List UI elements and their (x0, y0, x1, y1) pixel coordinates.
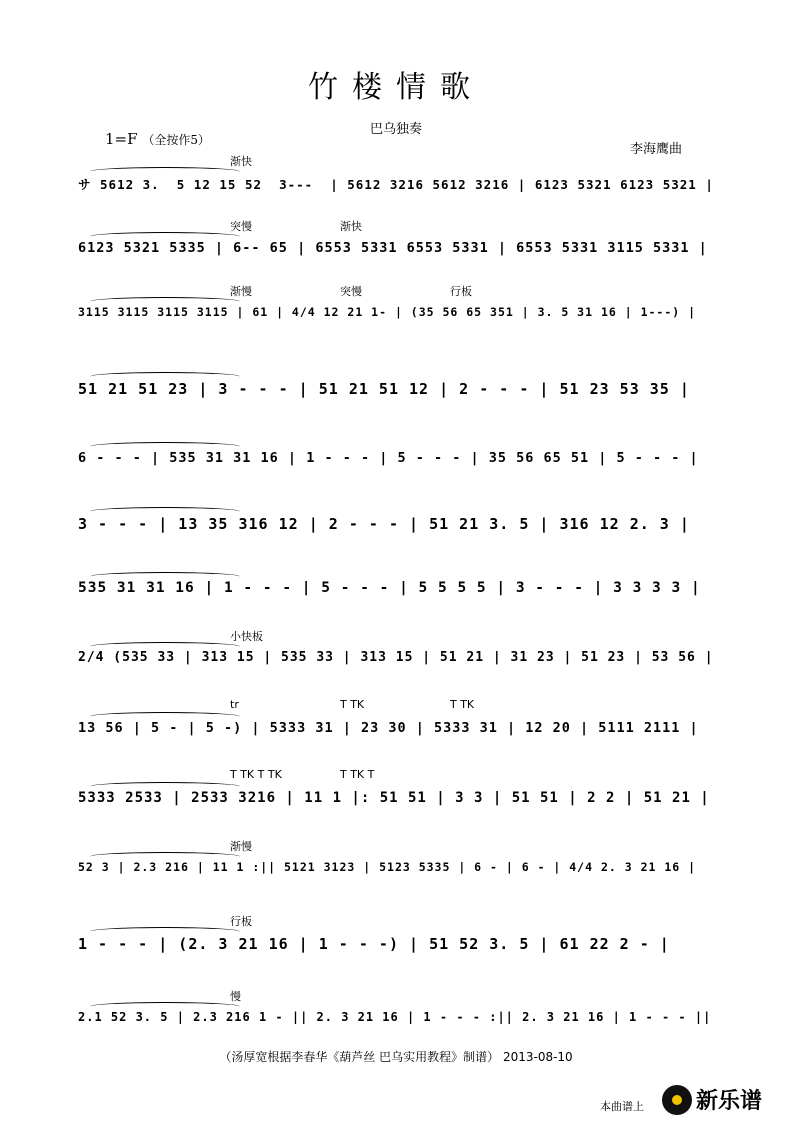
score-line: 2/4 (535 33 | 313 15 | 535 33 | 313 15 | 51 21 | 31 23 | 51 23 | 53 56 | (78, 650, 714, 665)
slur-mark (90, 642, 240, 651)
tempo-annotation: 突慢 (340, 285, 362, 298)
slur-mark (90, 712, 240, 721)
score-line: 6 - - - | 535 31 31 16 | 1 - - - | 5 - - - | 35 56 65 51 | 5 - - - | (78, 450, 699, 466)
slur-mark (90, 782, 240, 791)
score-line: 13 56 | 5 - | 5 -) | 5333 31 | 23 30 | 5333 31 | 12 20 | 5111 2111 | (78, 720, 699, 736)
tempo-annotation: 渐慢 (230, 840, 252, 853)
slur-mark (90, 507, 240, 516)
slur-mark (90, 852, 240, 861)
score-line: 535 31 31 16 | 1 - - - | 5 - - - | 5 5 5 5 | 3 - - - | 3 3 3 3 | (78, 580, 701, 596)
key-signature (105, 130, 210, 148)
score-line: 1 - - - | (2. 3 21 16 | 1 - - -) | 51 52 3. 5 | 61 22 2 - | (78, 935, 670, 953)
tempo-annotation: 渐慢 (230, 285, 252, 298)
slur-mark (90, 297, 240, 306)
key-note: （全按作5） (142, 133, 210, 147)
tempo-annotation: T TK T TK (230, 768, 282, 781)
score-line: 2.1 52 3. 5 | 2.3 216 1 - || 2. 3 21 16 | 1 - - - :|| 2. 3 21 16 | 1 - - - || (78, 1010, 712, 1024)
tempo-annotation: 行板 (230, 915, 252, 928)
tempo-annotation: T TK T (340, 768, 375, 781)
brand-name: 新乐谱 (696, 1089, 763, 1114)
score-line: 5333 2533 | 2533 3216 | 11 1 |: 51 51 | 3 3 | 51 51 | 2 2 | 51 21 | (78, 790, 710, 806)
score-line: 3115 3115 3115 3115 | 61 | 4/4 12 21 1- | (35 56 65 351 | 3. 5 31 16 | 1---) | (78, 305, 697, 319)
slur-mark (90, 232, 240, 241)
brand-logo (662, 1084, 762, 1115)
score-line: 52 3 | 2.3 216 | 11 1 :|| 5121 3123 | 5123 5335 | 6 - | 6 - | 4/4 2. 3 21 16 | (78, 860, 697, 874)
tempo-annotation: tr (230, 698, 239, 711)
tempo-annotation: 慢 (230, 990, 241, 1003)
key-value: 1=F (105, 130, 138, 148)
tempo-annotation: 渐快 (230, 155, 252, 168)
score-line: 6123 5321 5335 | 6-- 65 | 6553 5331 6553 5331 | 6553 5331 3115 5331 | (78, 240, 708, 256)
score-line: 3 - - - | 13 35 316 12 | 2 - - - | 51 21 3. 5 | 316 12 2. 3 | (78, 515, 690, 533)
footer-credit: （汤厚宽根据李春华《葫芦丝 巴乌实用教程》制谱） 2013-08-10 (219, 1050, 573, 1064)
tempo-annotation: 突慢 (230, 220, 252, 233)
score-line: サ 5612 3. 5 12 15 52 3--- | 5612 3216 5612 3216 | 6123 5321 6123 5321 | (78, 177, 714, 192)
page-title: 竹楼情歌 (308, 70, 484, 105)
tempo-annotation: 渐快 (340, 220, 362, 233)
slur-mark (90, 372, 240, 381)
source-label: 本曲谱上 (600, 1100, 644, 1113)
tempo-annotation: T TK (450, 698, 475, 711)
tempo-annotation: 小快板 (230, 630, 263, 643)
tempo-annotation: T TK (340, 698, 365, 711)
slur-mark (90, 927, 240, 936)
slur-mark (90, 1002, 240, 1011)
slur-mark (90, 167, 240, 176)
score-line: 51 21 51 23 | 3 - - - | 51 21 51 12 | 2 - - - | 51 23 53 35 | (78, 380, 690, 398)
slur-mark (90, 572, 240, 581)
record-icon (662, 1085, 692, 1115)
slur-mark (90, 442, 240, 451)
composer: 李海鹰曲 (630, 142, 683, 157)
subtitle: 巴乌独奏 (369, 122, 422, 137)
tempo-annotation: 行板 (450, 285, 472, 298)
